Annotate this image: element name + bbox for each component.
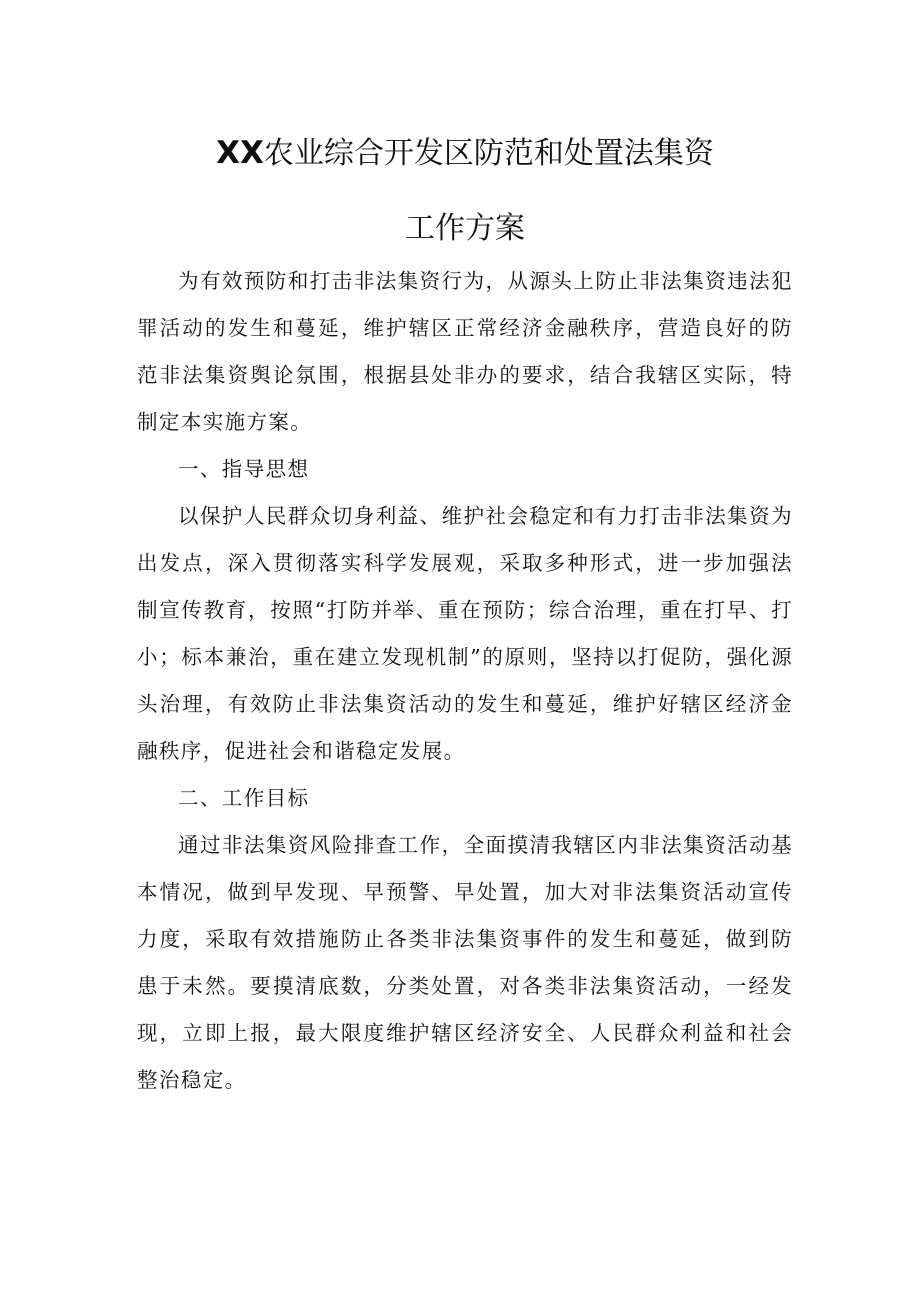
work-goals-paragraph: 通过非法集资风险排查工作，全面摸清我辖区内非法集资活动基本情况，做到早发现、早预警、早处置，加大对非法集资活动宣传力度，采取有效措施防止各类非法集资事件的发生和蔓延，做到防患于未然。要摸清底数，分类处置，对各类非法集资活动，一经发现，立即上报，最大限度维护辖区经济安全、人民群众利益和社会整治稳定。 [137,833,793,1092]
intro-paragraph: 为有效预防和打击非法集资行为，从源头上防止非法集资违法犯罪活动的发生和蔓延，维护辖区正常经济金融秩序，营造良好的防范非法集资舆论氛围，根据县处非办的要求，结合我辖区实际，特制定本实施方案。 [137,269,793,434]
document-title-line-1 [137,133,793,174]
document-title-line-2: 工作方案 [405,211,525,246]
document-body [137,258,793,1104]
section-heading-guiding-thought: 一、指导思想 [178,457,310,481]
title-prefix: XX [216,135,264,171]
section-heading-work-goals: 二、工作目标 [178,786,310,810]
title-rest: 农业综合开发区防范和处置法集资 [263,136,714,171]
guiding-thought-paragraph: 以保护人民群众切身利益、维护社会稳定和有力打击非法集资为出发点，深入贯彻落实科学发展观，采取多种形式，进一步加强法制宣传教育，按照“打防并举、重在预防；综合治理，重在打早、打小；标本兼治，重在建立发现机制”的原则，坚持以打促防，强化源头治理，有效防止非法集资活动的发生和蔓延，维护好辖区经济金融秩序，促进社会和谐稳定发展。 [137,504,793,763]
